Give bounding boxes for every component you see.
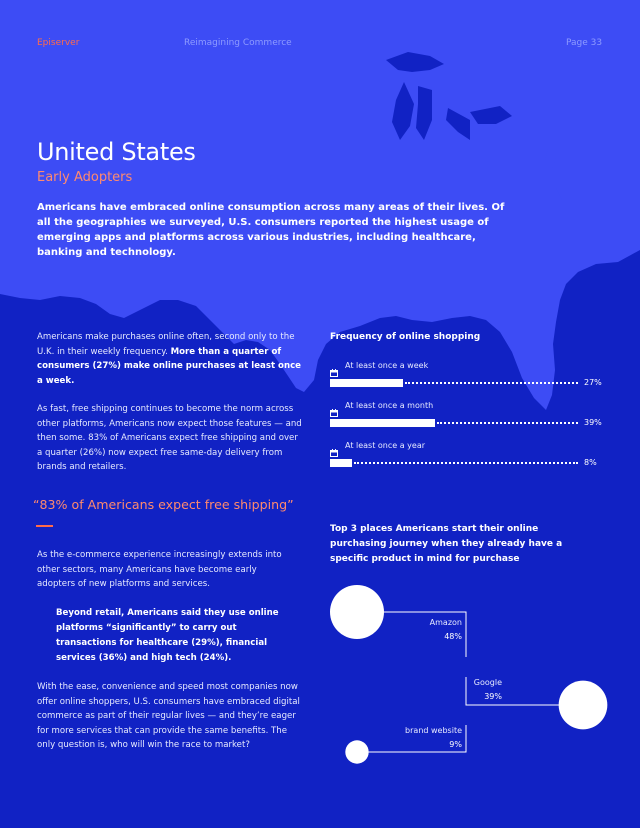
journey-chart-title: Top 3 places Americans start their online purchasing journey when they already have a specific product in mind for purchase [330, 524, 563, 564]
bar-category-label: At least once a week [345, 361, 429, 370]
bar-value-label: 27% [584, 378, 602, 387]
publication-title: Reimagining Commerce [184, 38, 292, 48]
page-number: Page 33 [566, 38, 603, 48]
body-paragraph-4: With the ease, convenience and speed most companies now offer online shoppers, U.S. consumers have embraced digital commerce as part of their regular lives — and they’re eager for more services that can provide the same benefits. The only question is, who will win the race to market? [37, 682, 300, 751]
bar-category-label: At least once a year [345, 441, 426, 450]
bar-value-label: 39% [584, 418, 602, 427]
journey-value-label: 48% [444, 632, 462, 641]
page-title: United States [37, 138, 196, 166]
journey-value-label: 39% [484, 692, 502, 701]
bar-category-label: At least once a month [345, 401, 434, 410]
journey-value-label: 9% [449, 740, 462, 749]
body-paragraph-1: Americans make purchases online often, second only to the U.K. in their weekly frequency. More than a quarter of consumers (27%) make online purchases at least once a week. [37, 332, 302, 386]
journey-category-label: brand website [405, 726, 462, 735]
journey-bubble [345, 740, 368, 763]
frequency-chart-title: Frequency of online shopping [330, 332, 481, 342]
journey-category-label: Google [473, 678, 502, 687]
brand-name: Episerver [37, 38, 80, 48]
pull-quote: “83% of Americans expect free shipping” [33, 497, 294, 512]
body-paragraph-3: As the e-commerce experience increasingly extends into other sectors, many Americans have become early adopters of new platforms and services. [37, 550, 282, 590]
journey-bubble [330, 585, 384, 639]
body-paragraph-2: As fast, free shipping continues to become the norm across other platforms, Americans now expect those features — and then some. 83% of Americans expect free shipping and over a quarter (26%) now expect free same-day delivery from brands and retailers. [37, 404, 302, 473]
intro-paragraph: Americans have embraced online consumption across many areas of their lives. Of all the geographies we surveyed, U.S. consumers reported the highest usage of emerging apps and platforms across various industries, including healthcare, banking and technology. [37, 202, 505, 258]
journey-category-label: Amazon [429, 618, 462, 627]
page-subtitle: Early Adopters [37, 170, 133, 185]
callout-paragraph: Beyond retail, Americans said they use online platforms “significantly” to carry out transactions for healthcare (29%), financial services (36%) and high tech (24%). [56, 608, 279, 663]
journey-bubble [559, 681, 608, 730]
bar-value-label: 8% [584, 458, 597, 467]
